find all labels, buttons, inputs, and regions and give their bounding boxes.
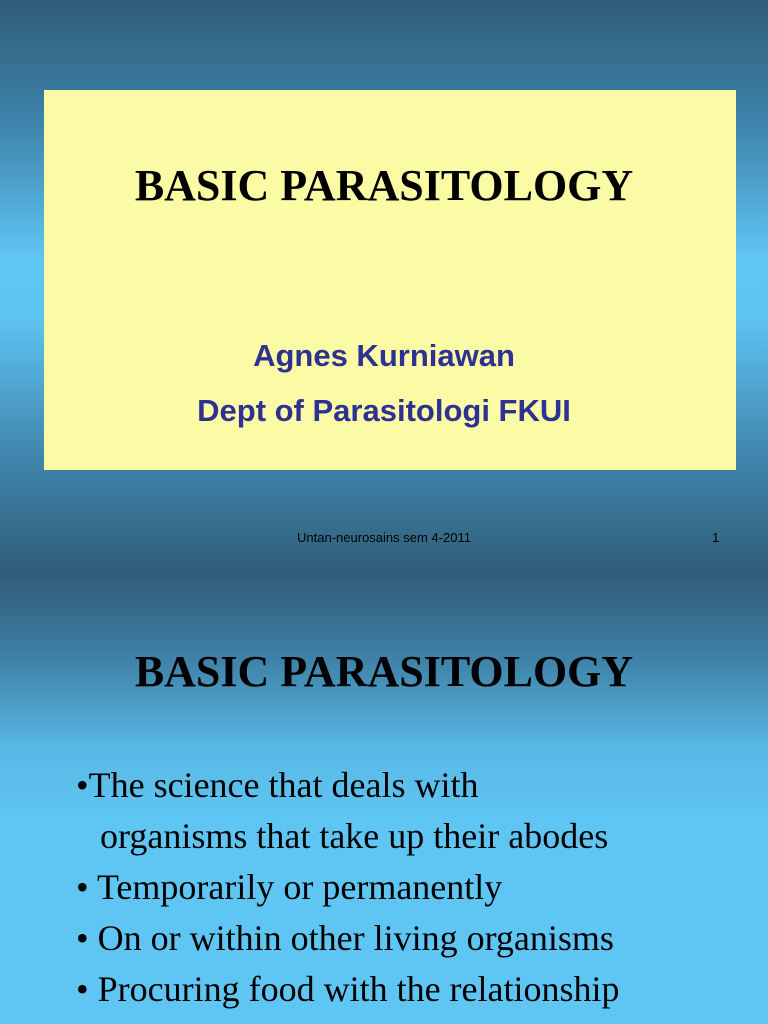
slide-1-title: BASIC PARASITOLOGY bbox=[134, 161, 634, 210]
slide-footer-text: Untan-neurosains sem 4-2011 bbox=[297, 530, 471, 545]
slide-page-number: 1 bbox=[712, 530, 720, 545]
bullet-item-continuation: organisms that take up their abodes bbox=[100, 816, 609, 856]
bullet-item: • Temporarily or permanently bbox=[76, 867, 503, 907]
author-name: Agnes Kurniawan bbox=[253, 338, 515, 373]
author-department: Dept of Parasitologi FKUI bbox=[197, 393, 571, 428]
slide-2-title: BASIC PARASITOLOGY bbox=[134, 647, 634, 696]
bullet-item: •The science that deals with bbox=[76, 765, 479, 805]
bullet-item: • On or within other living organisms bbox=[76, 918, 614, 958]
bullet-item: • Procuring food with the relationship bbox=[76, 969, 620, 1009]
bullet-list bbox=[76, 760, 756, 1015]
